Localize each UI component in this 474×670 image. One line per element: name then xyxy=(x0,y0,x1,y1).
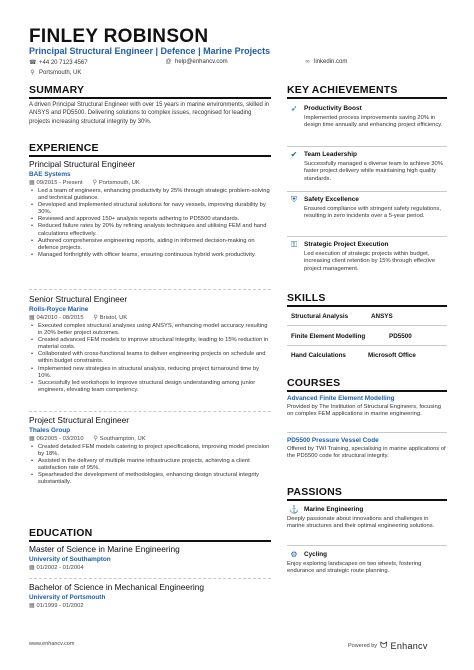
job-entry xyxy=(29,415,271,487)
phone-icon: ☎ xyxy=(29,60,37,66)
job-bullet: • Authored comprehensive engineering reports, aiding in informed decision-making on defence projects. xyxy=(38,238,271,252)
location-text: Portsmouth, UK xyxy=(39,69,82,76)
passions-rule xyxy=(287,499,447,501)
education-divider xyxy=(29,578,271,579)
skill-tag: Microsoft Office xyxy=(368,352,416,359)
job-bullet: • Led a team of engineers, enhancing productivity by 25% through strategic problem-solving and technical guidance. xyxy=(38,188,271,202)
job-dates: ▦ 09/2015 - Present xyxy=(29,180,83,186)
phone-text: +44 20 7123 4567 xyxy=(39,59,88,66)
job-location: ⚲ Portsmouth, UK xyxy=(92,180,140,186)
key-icon: ⚿ xyxy=(290,240,298,249)
job-location: ⚲ Southampton, UK xyxy=(93,436,146,442)
education-heading: EDUCATION xyxy=(29,527,93,539)
calendar-icon: ▦ xyxy=(29,315,35,321)
passion-title: Marine Engineering xyxy=(304,506,364,513)
achievements-rule xyxy=(287,97,447,99)
contact-phone[interactable] xyxy=(29,59,88,66)
achievement-item xyxy=(287,105,447,130)
job-location: ⚲ Bristol, UK xyxy=(93,315,128,321)
job-title: Senior Structural Engineer xyxy=(29,294,128,304)
achievement-desc: Implemented process improvements saving 20% in design time annually and enhancing project efficiency. xyxy=(304,115,443,129)
job-company: Rolls-Royce Marine xyxy=(29,306,89,313)
job-bullet: • Successfully led workshops to improve structural design understanding among junior engineers, elevating team competency. xyxy=(38,380,271,394)
job-dates: ▦ 04/2010 - 08/2015 xyxy=(29,315,84,321)
achievement-title: Team Leadership xyxy=(304,151,357,158)
course-title: Advanced Finite Element Modelling xyxy=(287,395,395,402)
job-meta xyxy=(29,315,271,321)
job-divider xyxy=(29,289,271,290)
job-bullet: • Implemented new strategies in structural analysis, reducing project turnaround time by 10%. xyxy=(38,366,271,380)
footer-branding xyxy=(348,640,428,651)
contact-location xyxy=(29,69,81,76)
link-icon: ∞ xyxy=(305,59,310,65)
bicycle-icon: ⚙ xyxy=(290,550,298,559)
job-title: Principal Structural Engineer xyxy=(29,159,136,169)
course-title: PD5500 Pressure Vessel Code xyxy=(287,437,379,444)
education-meta xyxy=(29,603,271,609)
education-rule xyxy=(29,540,271,542)
footer-brand: Enhancv xyxy=(390,640,428,651)
location-pin-icon: ⚲ xyxy=(93,315,98,321)
job-bullet: • Reduced failure rates by 20% by refining analysis techniques and utilising FEM and hand calculations effectively. xyxy=(38,223,271,237)
passion-item xyxy=(287,506,447,531)
location-pin-icon: ⚲ xyxy=(30,70,35,76)
courses-rule xyxy=(287,390,447,392)
job-entry xyxy=(29,294,271,394)
course-desc: Provided by The Institution of Structural Engineers, focusing on complex FEM applications in marine engineering. xyxy=(287,404,441,418)
job-bullet: • Managed forthrightly with officer teams, ensuring continuous hybrid work productivity. xyxy=(38,252,271,259)
achievement-divider xyxy=(287,146,447,147)
skill-tag: ANSYS xyxy=(371,313,393,320)
achievement-divider xyxy=(287,236,447,237)
enhancv-logo-icon: ᗢ xyxy=(380,640,388,650)
course-item xyxy=(287,437,447,461)
skill-divider xyxy=(287,325,447,326)
job-bullet: • Spearheaded the development of methodologies, enhancing design structural integrity substantially. xyxy=(38,472,271,486)
skills-heading: SKILLS xyxy=(287,292,326,304)
job-bullet: • Executed complex structural analyses using ANSYS, enhancing model accuracy resulting in 20% better project outcomes. xyxy=(38,323,271,337)
calendar-icon: ▦ xyxy=(29,603,35,609)
job-entry xyxy=(29,159,271,259)
education-dates: ▦ 01/1999 - 01/2002 xyxy=(29,603,84,609)
job-divider xyxy=(29,411,271,412)
experience-heading: EXPERIENCE xyxy=(29,142,99,154)
degree: Master of Science in Marine Engineering xyxy=(29,544,180,554)
education-meta xyxy=(29,565,271,571)
education-entry xyxy=(29,544,271,571)
job-bullet: • Created advanced FEM models to improve structural integrity, leading to 15% reduction in material costs. xyxy=(38,337,271,351)
summary-rule xyxy=(29,97,271,99)
course-desc: Offered by TWI Training, specialising in marine applications of the PD5500 code for structural integrity. xyxy=(287,446,446,460)
achievement-desc: Ensured compliance with stringent safety regulations, resulting in zero incidents over a 5-year period. xyxy=(304,206,441,220)
achievement-divider xyxy=(287,191,447,192)
job-meta xyxy=(29,180,271,186)
skills-rule xyxy=(287,305,447,307)
contact-email[interactable] xyxy=(165,59,228,65)
skill-divider xyxy=(287,345,447,346)
anchor-icon: ⚓ xyxy=(289,505,299,514)
job-bullets xyxy=(29,444,271,487)
passion-desc: Enjoy exploring landscapes on two wheels, fostering endurance and strategic route planning. xyxy=(287,561,422,575)
job-meta xyxy=(29,436,271,442)
passion-title: Cycling xyxy=(304,551,328,558)
location-pin-icon: ⚲ xyxy=(92,180,97,186)
passion-item xyxy=(287,551,447,576)
contact-linkedin[interactable] xyxy=(304,59,347,65)
achievement-item xyxy=(287,196,447,221)
achievement-desc: Successfully managed a diverse team to achieve 30% faster project delivery while maintaining high quality standards. xyxy=(304,161,443,182)
experience-rule xyxy=(29,155,271,157)
job-title: Project Structural Engineer xyxy=(29,415,130,425)
job-bullets xyxy=(29,188,271,259)
job-bullet: • Developed and implemented structural solutions for navy vessels, improving durability by 30%. xyxy=(38,202,271,216)
rocket-icon: ➶ xyxy=(290,104,298,113)
job-bullet: • Reviewed and approved 150+ analysis reports adhering to PD5500 standards. xyxy=(38,216,271,223)
candidate-name: FINLEY ROBINSON xyxy=(29,26,209,47)
passion-divider xyxy=(287,545,447,546)
courses-heading: COURSES xyxy=(287,377,341,389)
passion-desc: Deeply passionate about innovations and challenges in marine structures and their optimal engineering solutions. xyxy=(287,516,435,530)
at-icon: @ xyxy=(165,59,172,65)
shield-icon: ⛨ xyxy=(291,195,297,204)
email-text: help@enhancv.com xyxy=(175,59,228,65)
summary-text: A driven Principal Structural Engineer with over 15 years in marine environments, skilled in ANSYS and PD5500. Delivering solutions to complex issues, recognised for leading projects increasing structural integrity by 30%. xyxy=(29,102,270,125)
education-entry xyxy=(29,582,271,609)
headline: Principal Structural Engineer | Defence | Marine Projects xyxy=(29,46,271,56)
linkedin-text: linkedin.com xyxy=(314,59,348,65)
job-company: BAE Systems xyxy=(29,171,71,178)
achievement-title: Strategic Project Execution xyxy=(304,241,389,248)
skill-tag: Hand Calculations xyxy=(291,352,346,359)
footer-website[interactable]: www.enhancv.com xyxy=(29,641,75,647)
skill-tag: PD5500 xyxy=(389,333,412,340)
job-bullet: • Created detailed FEM models catering to project specifications, improving model precision by 18%. xyxy=(38,444,271,458)
footer-powered-text: Powered by xyxy=(348,642,378,649)
achievement-desc: Led execution of strategic projects within budget, increasing client retention by 15% through effective project management. xyxy=(304,251,436,272)
job-bullet: • Assisted in the delivery of multiple marine infrastructure projects, achieving a client satisfaction rate of 95%. xyxy=(38,458,271,472)
achievement-item xyxy=(287,151,447,183)
course-divider xyxy=(287,432,447,433)
passions-heading: PASSIONS xyxy=(287,486,343,498)
summary-heading: SUMMARY xyxy=(29,84,85,96)
job-bullets xyxy=(29,323,271,394)
location-pin-icon: ⚲ xyxy=(93,436,98,442)
school: University of Southampton xyxy=(29,556,111,563)
calendar-icon: ▦ xyxy=(29,180,35,186)
education-dates: ▦ 01/2002 - 01/2004 xyxy=(29,565,84,571)
course-item xyxy=(287,395,447,419)
achievement-title: Productivity Boost xyxy=(304,105,362,112)
skill-tag: Structural Analysis xyxy=(291,313,349,320)
achievement-item xyxy=(287,241,447,273)
job-bullet: • Collaborated with cross-functional teams to deliver engineering projects on schedule and within budget constraints. xyxy=(38,351,271,365)
achievements-heading: KEY ACHIEVEMENTS xyxy=(287,84,398,96)
check-icon: ✔ xyxy=(290,150,298,159)
school: University of Portsmouth xyxy=(29,594,106,601)
achievement-title: Safety Excellence xyxy=(304,196,359,203)
skill-tag: Finite Element Modelling xyxy=(291,333,366,340)
calendar-icon: ▦ xyxy=(29,565,35,571)
calendar-icon: ▦ xyxy=(29,436,35,442)
job-company: Thales Group xyxy=(29,427,71,434)
job-dates: ▦ 06/2005 - 03/2010 xyxy=(29,436,84,442)
degree: Bachelor of Science in Mechanical Engineering xyxy=(29,582,205,592)
